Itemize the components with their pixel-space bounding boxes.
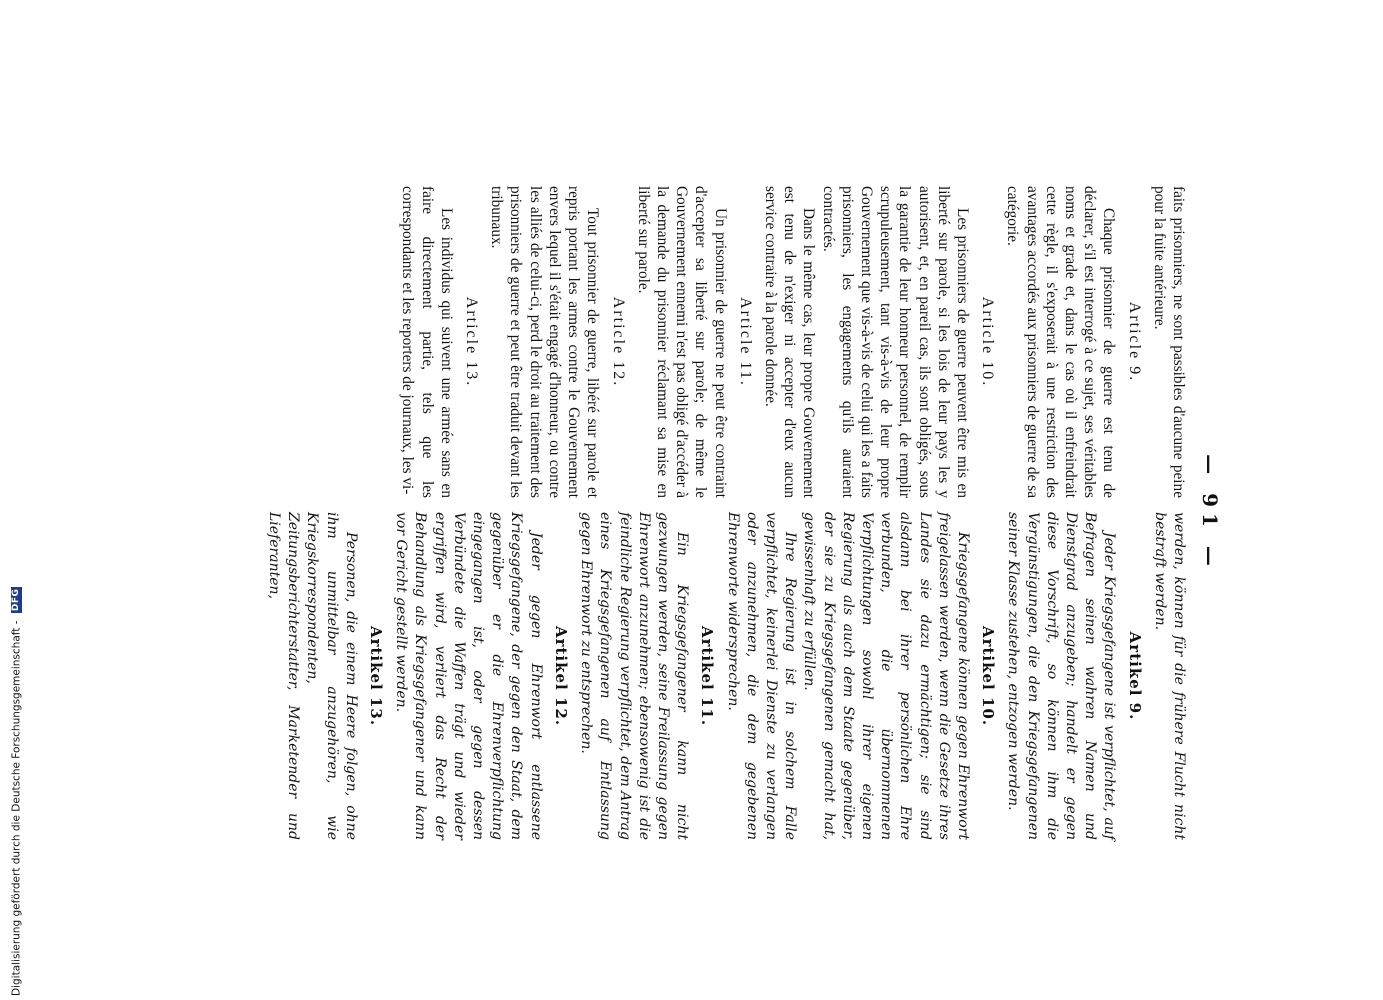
french-article-9-text: Chaque prisonnier de guerre est tenu de déclarer, s'il est interrogé à ce sujet, ses véritables noms et grade et, dans le cas où il enfreindrait cette règle, il s'exposerait à une restriction des avantages accordés aux prisonniers de guerre de sa catégorie. [1004,186,1118,498]
digitization-credit-text: Digitalisierung gefördert durch die Deutsche Forschungsgemeinschaft - [10,620,23,996]
german-article-12-text: Jeder gegen Ehrenwort entlassene Kriegsgefangene, der gegen den Staat, dem gegenüber er die Ehrenverpflichtung eingegangen ist, oder gegen dessen Verbündete die Waffen trägt und wieder ergriffen wird, verliert das Recht der Behandlung als Kriegsgefangener und kann vor Gericht gestellt werden. [393,512,544,840]
document-page [258,186,1228,840]
french-column [268,186,1188,498]
german-article-10-heading: Artikel 10. [979,625,998,727]
french-article-13-text: Les individus qui suivent une armée sans en faire directement partie, tels que les correspondants et les reporters de journaux, les vi- [399,186,455,498]
french-article-11-heading: Article 11. [736,297,754,387]
german-intro: werden, können für die frühere Flucht nicht bestraft werden. [1151,512,1187,840]
french-article-12-text: Tout prisonnier de guerre, libéré sur parole et repris portant les armes contre le Gouvernement envers lequel il s'était engagé d'honneur, ou contre les alliés de celui-ci, perd le droit au traitement des prisonniers de guerre et peut être traduit devant les tribunaux. [488,186,602,498]
french-article-11-text: Un prisonnier de guerre ne peut être contraint d'accepter sa liberté sur parole; de même le Gouvernement ennemi n'est pas obligé d'accéder à la demande du prisonnier réclamant sa mise en liberté sur parole. [634,186,729,498]
french-article-9-heading: Article 9. [1125,301,1143,383]
german-article-12-heading: Artikel 12. [551,625,570,727]
german-article-11-heading: Artikel 11. [698,625,717,727]
digitization-strip [0,0,22,1000]
french-article-10-heading: Article 10. [979,296,997,388]
french-article-10-text-2: Dans le même cas, leur propre Gouvernement est tenu de n'exiger ni accepter d'eux aucun service contraire à la parole donnée. [761,186,818,498]
page-number: — 91 — [1198,454,1222,572]
french-intro: faits prisonniers, ne sont passibles d'aucune peine pour la fuite antérieure. [1150,186,1187,498]
german-article-10-text: Kriegsgefangene können gegen Ehrenwort freigelassen werden, wenn die Gesetze ihres Landes sie dazu ermächtigen; sie sind alsdann bei ihrer persönlichen Ehre verbunden, die übernommenen Verpflichtungen sowohl ihrer eigenen Regierung als auch dem Staate gegenüber, der sie zu Kriegsgefangenen gemacht hat, gewissenhaft zu erfüllen. [801,512,971,840]
french-article-10-text: Les prisonniers de guerre peuvent être mis en liberté sur parole, si les lois de leur pays les y autorisent, et, en pareil cas, ils sont obligés, sous la garantie de leur honneur personnel, de remplir scrupuleusement, tant vis-à-vis de leur propre Gouvernement que vis-à-vis de celui qui les a faits prisonniers, les engagements qu'ils auraient contractés. [819,186,971,498]
german-article-13-heading: Artikel 13. [367,625,386,727]
german-column [268,512,1188,840]
french-article-13-heading: Article 13. [463,296,481,388]
digitization-credit [11,587,22,996]
german-article-9-text: Jeder Kriegsgefangene ist verpflichtet, auf Befragen seinen wahren Namen und Dienstgrad anzugeben; handelt er gegen diese Vorschrift, so können ihm die Vergünstigungen, die den Kriegsgefangenen seiner Klasse zustehen, entzogen werden. [1005,512,1118,840]
dfg-logo: DFG [11,588,21,612]
german-article-11-text: Ein Kriegsgefangener kann nicht gezwungen werden, seine Freilassung gegen Ehrenwort anzunehmen; ebensowenig ist die feindliche Regierung verpflichtet, dem Antrag eines Kriegsgefangenen auf Entlassung gegen Ehrenwort zu entsprechen. [578,512,691,840]
german-article-13-text: Personen, die einem Heere folgen, ohne ihm unmittelbar anzugehören, wie Kriegskorrespondenten, Zeitungsberichterstatter, Marketender und Lieferanten, [266,512,359,840]
french-article-12-heading: Article 12. [609,296,627,388]
german-article-9-heading: Artikel 9. [1125,631,1144,721]
german-article-10-text-2: Ihre Regierung ist in solchem Falle verpflichtet, keinerlei Dienste zu verlangen oder anzunehmen, die dem gegebenen Ehrenworte widersprechen. [724,512,799,840]
